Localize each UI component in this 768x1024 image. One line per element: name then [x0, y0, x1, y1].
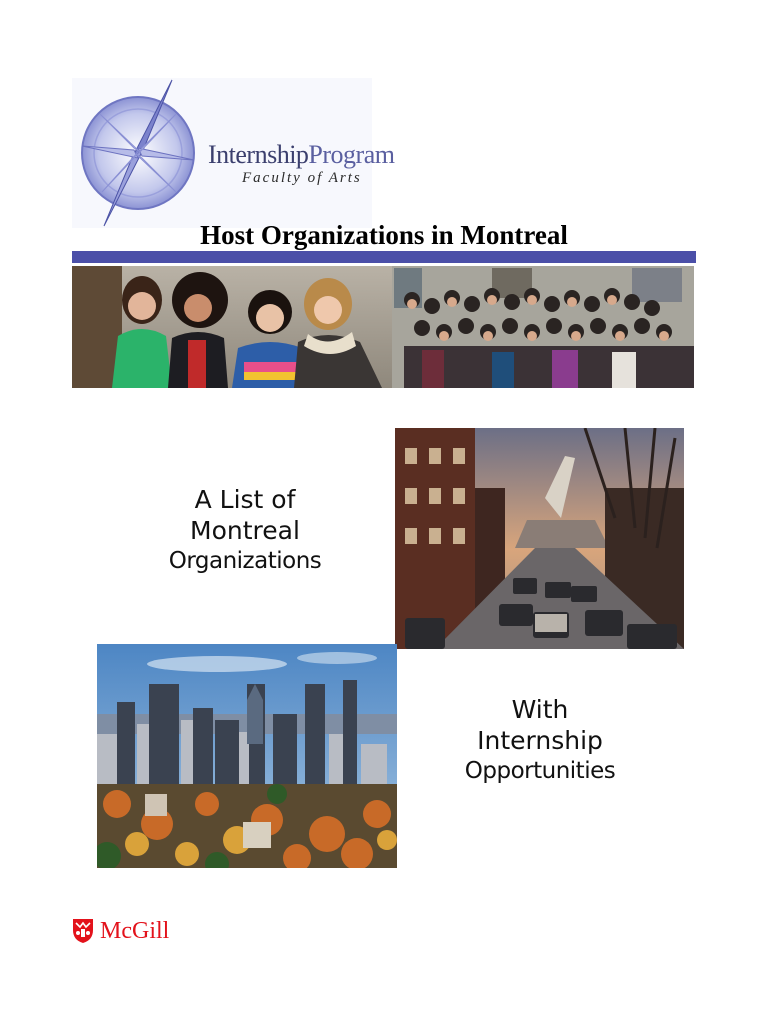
- page-title: Host Organizations in Montreal: [200, 220, 568, 250]
- logo-title: [208, 140, 394, 170]
- montreal-street-photo: [395, 428, 684, 649]
- list-of-organizations-text: [150, 484, 340, 575]
- block-one-line2: Montreal: [190, 516, 300, 546]
- mcgill-wordmark: McGill: [100, 918, 170, 944]
- logo-word-program: Program: [308, 140, 395, 169]
- logo-word-internship: Internship: [208, 140, 309, 169]
- students-photo: [72, 266, 694, 388]
- block-one-line3: Organizations: [168, 547, 322, 574]
- block-two-line1: With: [511, 695, 569, 724]
- logo-subtitle: Faculty of Arts: [242, 170, 362, 186]
- internship-opportunities-text: [440, 694, 640, 785]
- mcgill-crest-icon: [72, 918, 94, 944]
- internship-program-logo: [72, 78, 395, 228]
- title-rule: [72, 251, 696, 263]
- montreal-skyline-photo: [97, 644, 397, 868]
- block-two-line3: Opportunities: [464, 757, 616, 784]
- block-two-line2: Internship: [477, 726, 603, 756]
- block-one-line1: A List of: [194, 485, 296, 514]
